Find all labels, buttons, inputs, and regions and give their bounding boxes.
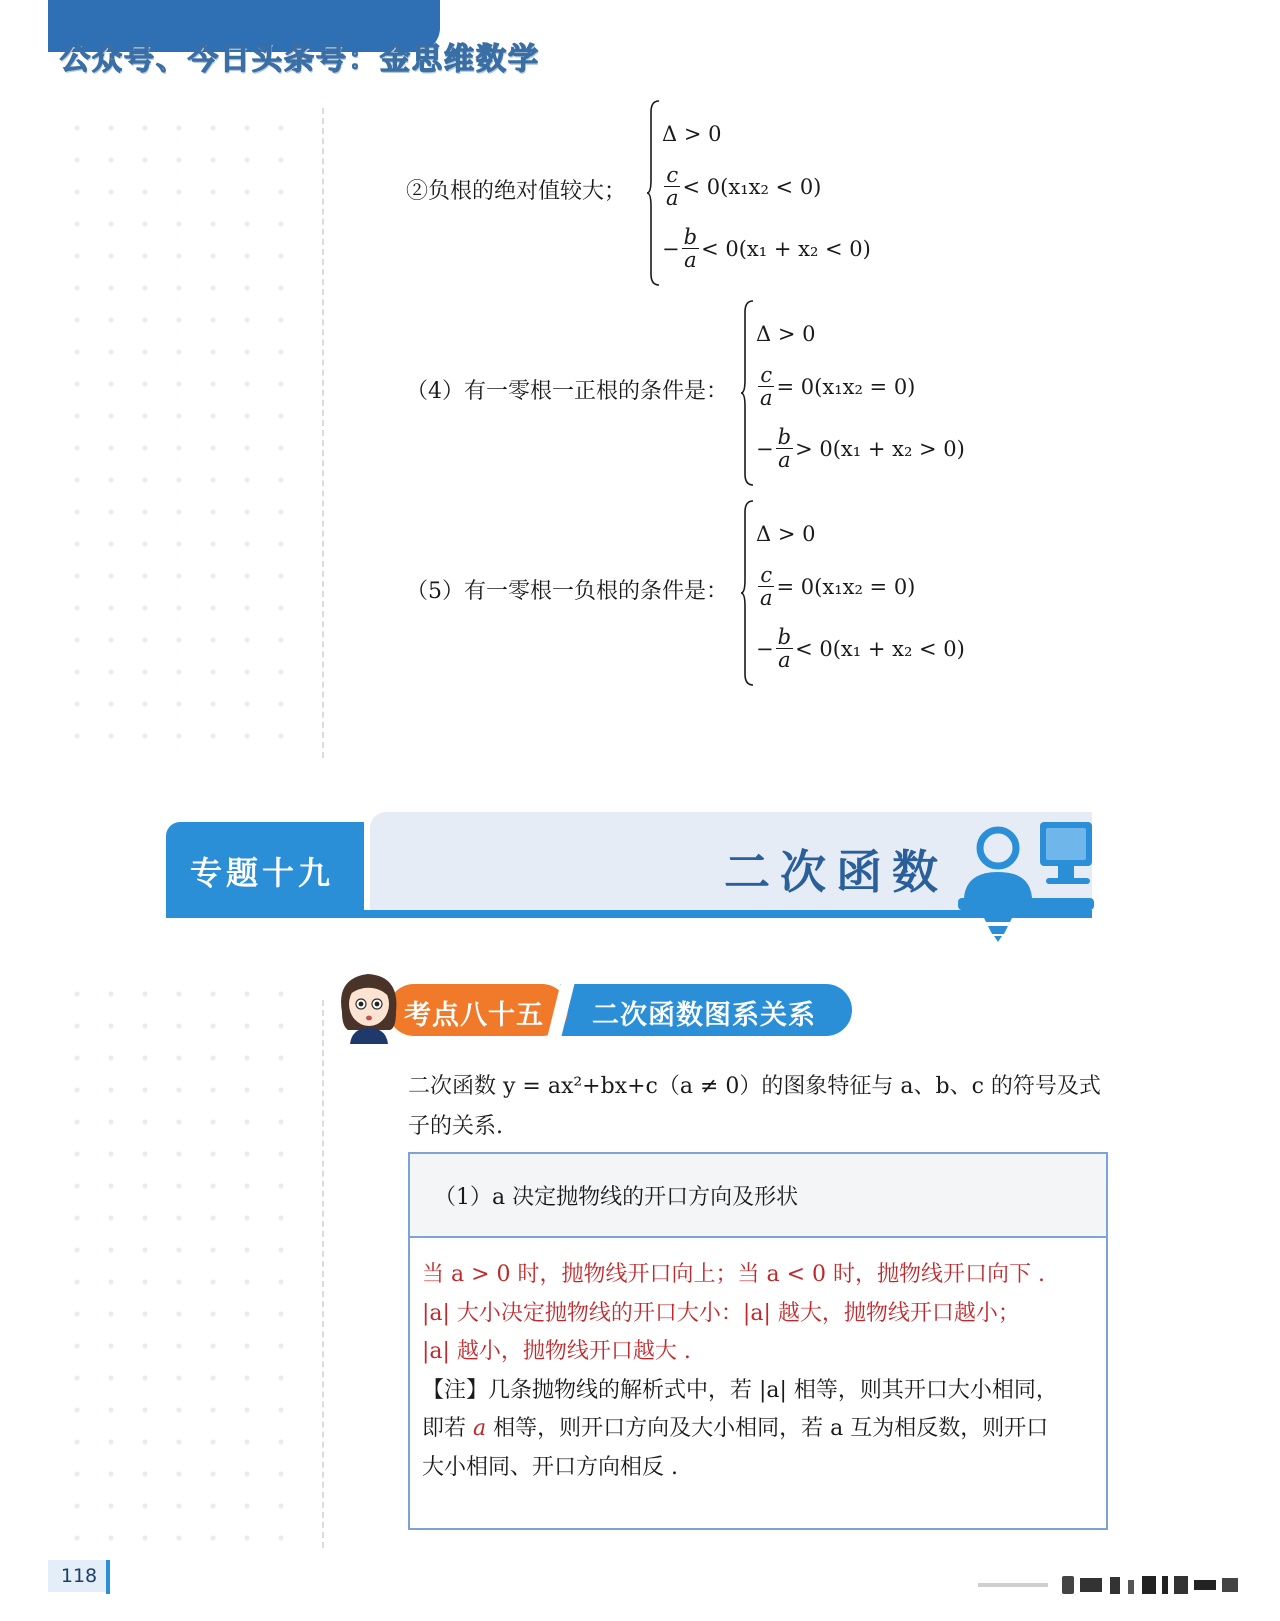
fraction-numerator: b xyxy=(777,425,792,449)
fraction-numerator: c xyxy=(760,363,773,387)
topic-underline xyxy=(166,910,1092,918)
condition-system-neg-abs xyxy=(646,100,886,286)
left-brace-icon xyxy=(646,100,660,286)
condition-sum-tail: > 0(x₁ + x₂ > 0) xyxy=(795,436,965,461)
left-brace-icon xyxy=(740,300,754,486)
condition-product xyxy=(756,564,915,609)
condition-delta: Δ > 0 xyxy=(756,522,816,546)
note-line-2 xyxy=(422,1410,1102,1449)
margin-divider-top xyxy=(322,108,324,758)
kaodian-title: 二次函数图系关系 xyxy=(592,1000,816,1031)
case-label-neg-abs: ②负根的绝对值较大； xyxy=(406,179,627,204)
note-line-2-rest: 相等，则开口方向及大小相同，若 a 互为相反数，则开口 xyxy=(486,1416,1049,1441)
header-watermark: 公众号、今日头条号：金思维数学 xyxy=(60,42,540,77)
condition-product-tail: = 0(x₁x₂ = 0) xyxy=(776,574,916,599)
intro-line-1: 二次函数 y = ax²+bx+c（a ≠ 0）的图象特征与 a、b、c 的符号及式 xyxy=(408,1074,1101,1099)
note-line-2-start: 即若 xyxy=(422,1416,473,1441)
condition-sum-tail: < 0(x₁ + x₂ < 0) xyxy=(795,636,965,661)
student-computer-icon xyxy=(958,820,1094,946)
topic-tag: 专题十九 xyxy=(190,854,335,892)
kaodian-badge xyxy=(334,968,864,1044)
left-brace-icon xyxy=(740,500,754,686)
fraction-numerator: c xyxy=(760,563,773,587)
page-number: 118 xyxy=(48,1560,110,1592)
content-box-heading: （1）a 决定抛物线的开口方向及形状 xyxy=(434,1185,799,1210)
condition-system-4 xyxy=(740,300,980,486)
topic-banner xyxy=(166,812,1092,922)
condition-product xyxy=(756,364,915,409)
condition-sum-tail: < 0(x₁ + x₂ < 0) xyxy=(701,236,871,261)
condition-sum xyxy=(756,426,965,471)
rule-line-2: |a| 大小决定抛物线的开口大小：|a| 越大，抛物线开口越小； xyxy=(422,1300,1020,1326)
note-line-1: 【注】几条抛物线的解析式中，若 |a| 相等，则其开口大小相同， xyxy=(422,1377,1058,1403)
bottom-right-watermark-logo xyxy=(978,1574,1240,1596)
fraction-denominator: a xyxy=(760,586,773,611)
fraction-denominator: a xyxy=(778,648,791,673)
intro-paragraph xyxy=(408,1067,1108,1147)
minus-sign: − xyxy=(756,436,774,461)
condition-sum xyxy=(756,626,965,671)
fraction-denominator: a xyxy=(666,186,679,211)
content-box xyxy=(408,1152,1108,1530)
content-box-header xyxy=(410,1154,1106,1238)
condition-sum xyxy=(662,226,871,271)
teacher-avatar-icon xyxy=(334,968,406,1044)
condition-product-tail: < 0(x₁x₂ < 0) xyxy=(682,174,822,199)
page-number-accent xyxy=(106,1560,110,1594)
case-label-4: （4）有一零根一正根的条件是： xyxy=(406,379,728,404)
rule-line-3: |a| 越小，抛物线开口越大 . xyxy=(422,1339,691,1364)
note-highlight-a: a xyxy=(473,1416,487,1441)
fraction-numerator: b xyxy=(777,625,792,649)
fraction-numerator: b xyxy=(683,225,698,249)
condition-product xyxy=(662,164,821,209)
fraction-numerator: c xyxy=(666,163,679,187)
case-label-5: （5）有一零根一负根的条件是： xyxy=(406,579,728,604)
intro-line-2: 子的关系. xyxy=(408,1114,503,1139)
fraction-denominator: a xyxy=(778,448,791,473)
content-box-body xyxy=(422,1256,1102,1487)
condition-delta: Δ > 0 xyxy=(662,122,722,146)
kaodian-tag: 考点八十五 xyxy=(404,1000,544,1031)
margin-divider-bottom xyxy=(322,1000,324,1548)
condition-system-5 xyxy=(740,500,980,686)
rule-line-1: 当 a > 0 时，抛物线开口向上；当 a < 0 时，抛物线开口向下 . xyxy=(422,1262,1046,1287)
condition-product-tail: = 0(x₁x₂ = 0) xyxy=(776,374,916,399)
condition-delta: Δ > 0 xyxy=(756,322,816,346)
topic-tag-block xyxy=(166,822,364,910)
fraction-denominator: a xyxy=(684,248,697,273)
note-line-3: 大小相同、开口方向相反 . xyxy=(422,1454,678,1480)
minus-sign: − xyxy=(756,636,774,661)
topic-title: 二次函数 xyxy=(724,845,948,899)
dot-grid-top xyxy=(60,112,300,748)
dot-grid-bottom xyxy=(60,978,300,1546)
fraction-denominator: a xyxy=(760,386,773,411)
minus-sign: − xyxy=(662,236,680,261)
